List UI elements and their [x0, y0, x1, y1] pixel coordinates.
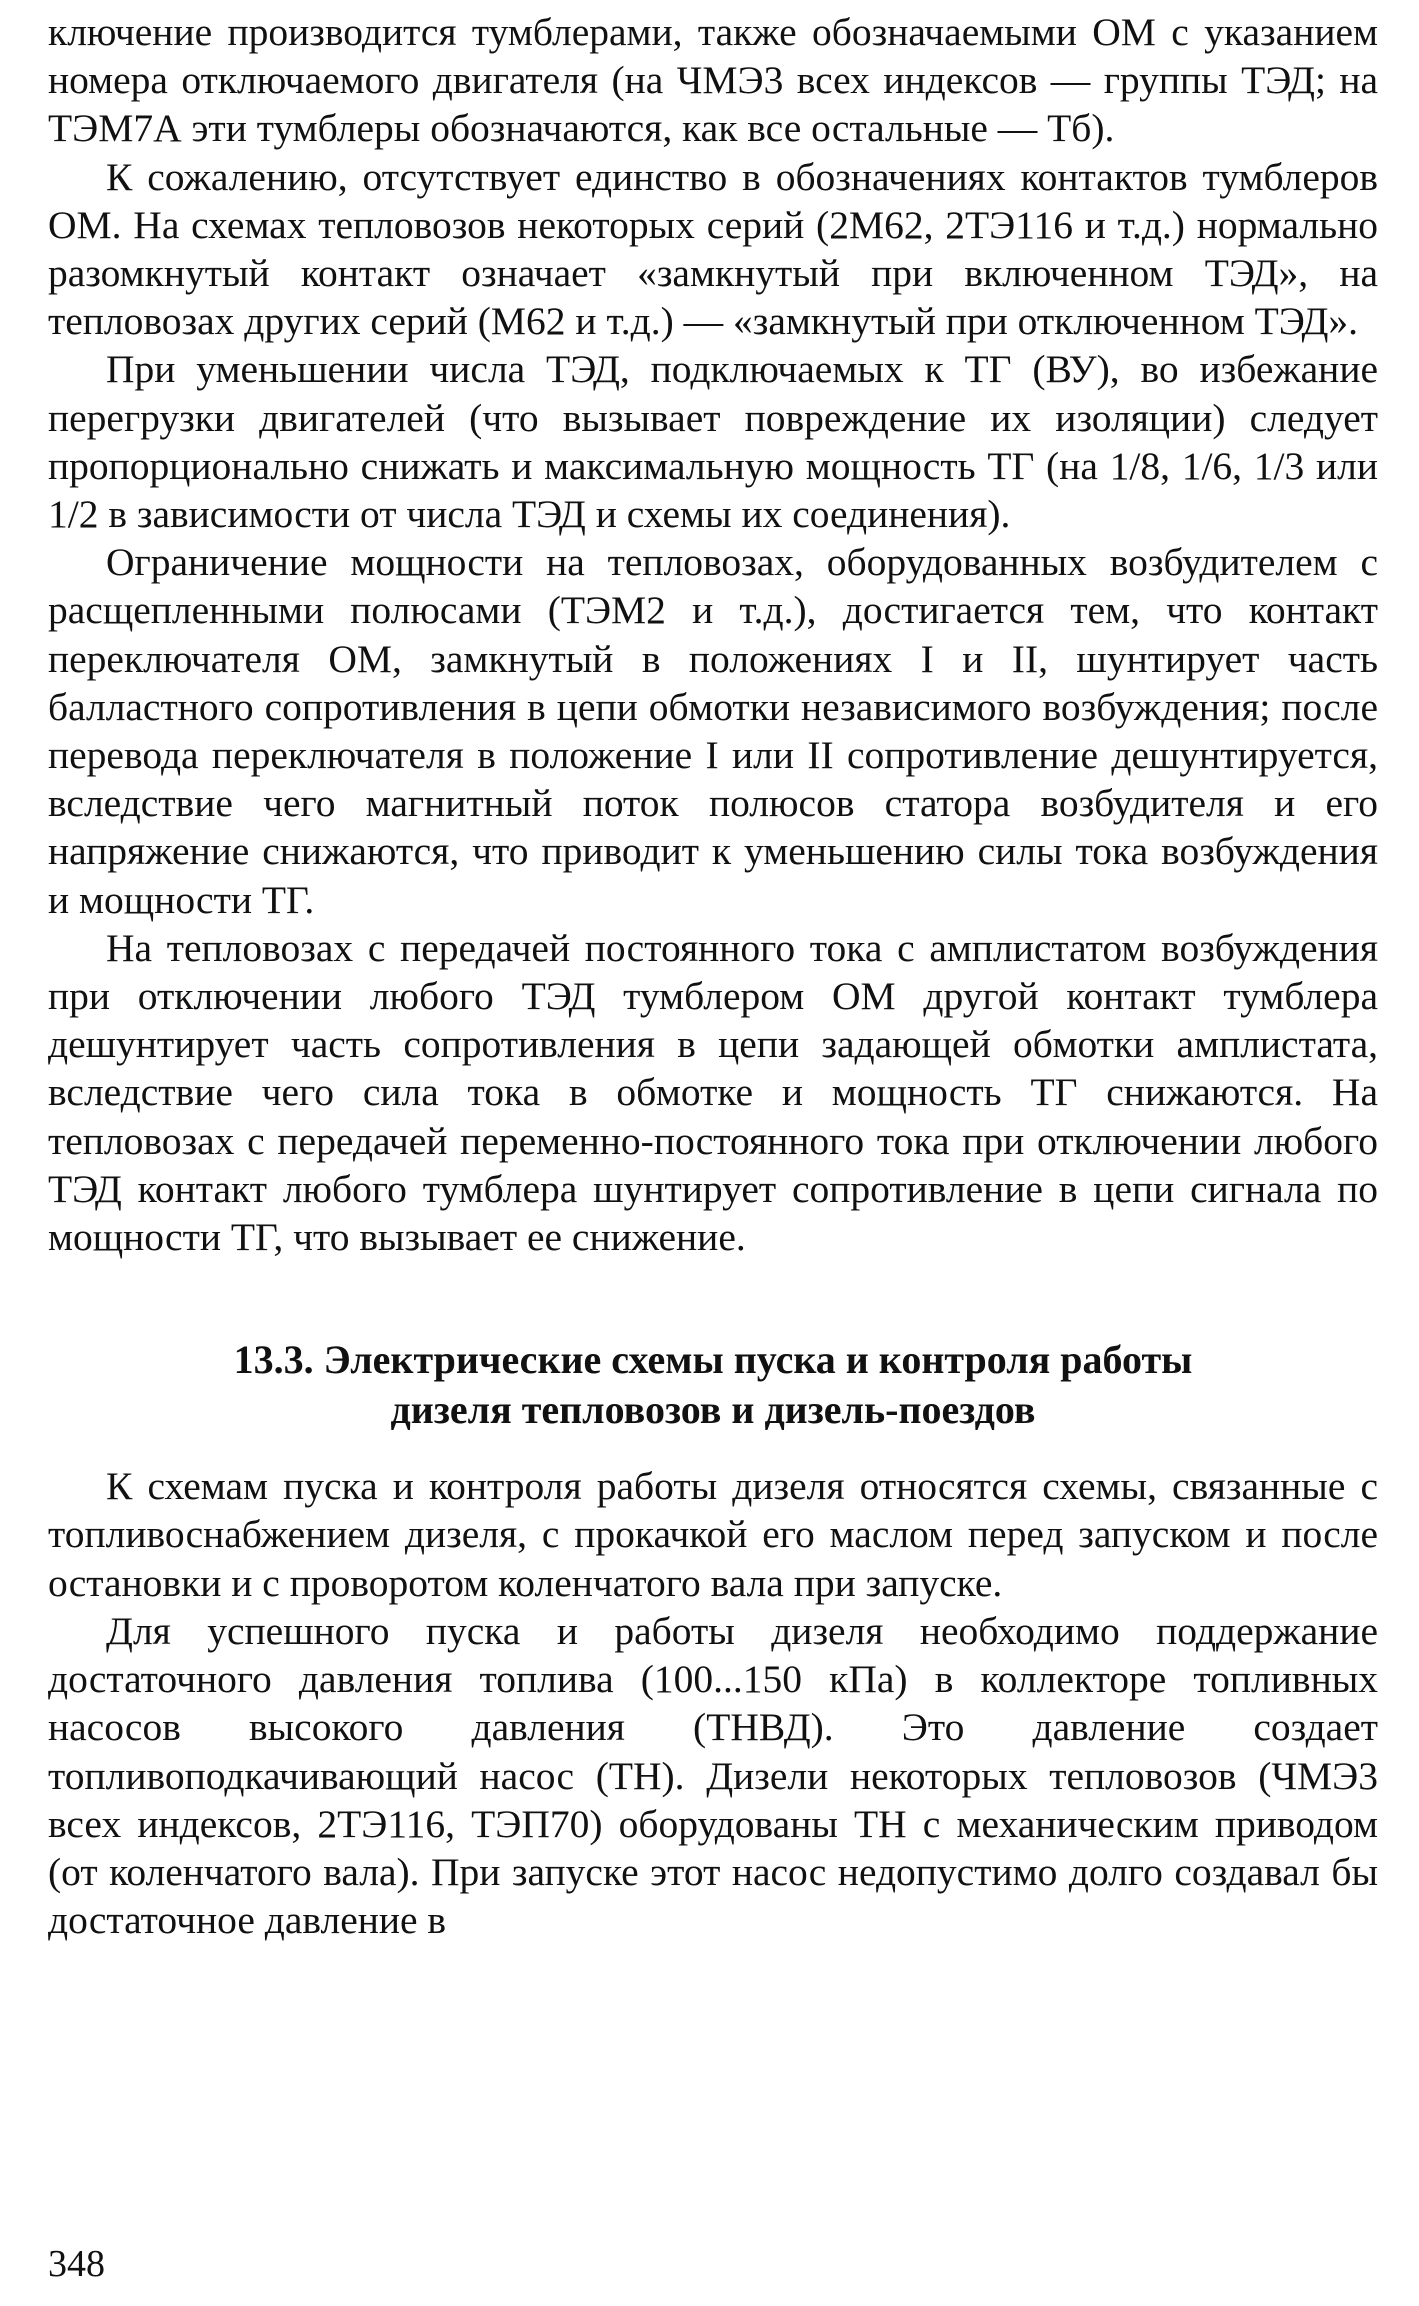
paragraph-4: Ограничение мощности на тепловозах, оборудованных возбудителем с расщепленными полюсами (ТЭМ2 и т.д.), достигается тем, что контакт переключателя ОМ, замкнутый в положениях I и II, шунтирует часть балластного сопротивления в цепи обмотки независимого возбуждения; после перевода переключателя в положение I или II сопротивление дешунтируется, вследствие чего магнитный поток полюсов статора возбудителя и его напряжение снижаются, что приводит к уменьшению силы тока возбуждения и мощности ТГ.	[48, 540, 1378, 922]
section-heading	[48, 1335, 1378, 1435]
section-heading-line-1: 13.3. Электрические схемы пуска и контроля работы	[233, 1337, 1193, 1383]
page-body	[48, 8, 1378, 1944]
paragraph-5: На тепловозах с передачей постоянного тока с амплистатом возбуждения при отключении любого ТЭД тумблером ОМ другой контакт тумблера дешунтирует часть сопротивления в цепи задающей обмотки амплистата, вследствие чего сила тока в обмотке и мощность ТГ снижаются. На тепловозах с передачей переменно-постоянного тока при отключении любого ТЭД контакт любого тумблера шунтирует сопротивление в цепи сигнала по мощности ТГ, что вызывает ее снижение.	[48, 925, 1378, 1260]
paragraph-1: ключение производится тумблерами, также обозначаемыми ОМ с указанием номера отключаемого двигателя (на ЧМЭ3 всех индексов — группы ТЭД; на ТЭМ7А эти тумблеры обозначаются, как все остальные — Тб).	[48, 10, 1378, 151]
page-number: 348	[48, 2243, 105, 2285]
section-heading-line-2: дизеля тепловозов и дизель-поездов	[390, 1387, 1036, 1433]
paragraph-6: К схемам пуска и контроля работы дизеля относятся схемы, связанные с топливоснабжением дизеля, с прокачкой его маслом перед запуском и после остановки и с проворотом коленчатого вала при запуске.	[48, 1464, 1378, 1605]
paragraph-2: К сожалению, отсутствует единство в обозначениях контактов тумблеров ОМ. На схемах тепловозов некоторых серий (2М62, 2ТЭ116 и т.д.) нормально разомкнутый контакт означает «замкнутый при включенном ТЭД», на тепловозах других серий (М62 и т.д.) — «замкнутый при отключенном ТЭД».	[48, 154, 1378, 344]
paragraph-3: При уменьшении числа ТЭД, подключаемых к ТГ (ВУ), во избежание перегрузки двигателей (что вызывает повреждение их изоляции) следует пропорционально снижать и максимальную мощность ТГ (на 1/8, 1/6, 1/3 или 1/2 в зависимости от числа ТЭД и схемы их соединения).	[48, 347, 1378, 537]
paragraph-7: Для успешного пуска и работы дизеля необходимо поддержание достаточного давления топлива (100...150 кПа) в коллекторе топливных насосов высокого давления (ТНВД). Это давление создает топливоподкачивающий насос (ТН). Дизели некоторых тепловозов (ЧМЭ3 всех индексов, 2ТЭ116, ТЭП70) оборудованы ТН с механическим приводом (от коленчатого вала). При запуске этот насос недопустимо долго создавал бы достаточное давление в	[48, 1608, 1378, 1943]
